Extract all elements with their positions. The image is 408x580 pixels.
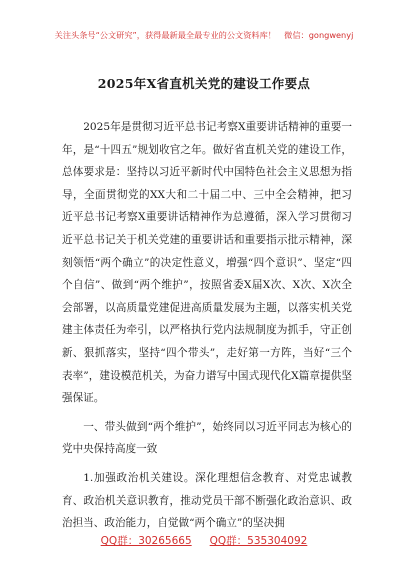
intro-paragraph: 2025年是贯彻习近平总书记考察X重要讲话精神的重要一年，是“十四五”规划收官之年。做好省直机关党的建设工作，总体要求是：坚持以习近平新时代中国特色社会主义思想为指导，全面贯彻党的XX大和二十届二中、三中全会精神，把习近平总书记考察X重要讲话精神作为总遵循，深入学习贯彻习近平总书记关于机关党建的重要讲话和重要指示批示精神，深刻领悟“两个确立”的决定性意义，增强“四个意识”、坚定“四个自信”、做到“两个维护”，按照省委X届X次、X次、X次全会部署，以高质量党建促进高质量发展为主题，以落实机关党建主体责任为牵引，以严格执行党内法规制度为抓手，守正创新、狠抓落实，坚持“四个带头”，走好第一方阵，当好“三个表率”，建设模范机关，为奋力谱写中国式现代化X篇章提供坚强保证。 — [62, 121, 352, 405]
section-heading: 一、带头做到“两个维护”，始终同以习近平同志为核心的党中央保持高度一致 — [62, 420, 352, 456]
footer-contact — [0, 533, 408, 548]
footer-qq-group-2: QQ群：535304092 — [209, 535, 308, 547]
document-body — [62, 116, 352, 535]
document-title: 2025年X省直机关党的建设工作要点 — [97, 76, 311, 91]
list-item: 1.加强政治机关建设。深化理想信念教育、对党忠诚教育、政治机关意识教育，推动党员干部不断强化政治意识、政治担当、政治能力，自觉做“两个确立”的坚决拥 — [62, 471, 352, 530]
footer-qq-group-1: QQ群：30265665 — [100, 535, 192, 547]
header-banner: 关注头条号“公文研究”，获得最新最全最专业的公文资料库！ 微信：gongwenyj — [54, 30, 354, 40]
